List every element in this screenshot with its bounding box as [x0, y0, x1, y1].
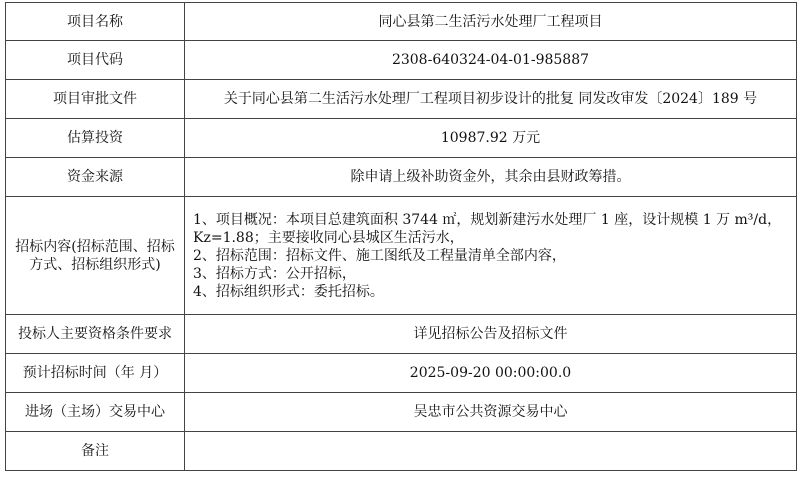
trading-center-label: 进场（主场）交易中心 [6, 393, 185, 432]
bidding-content-line: 2、招标范围：招标文件、施工图纸及工程量清单全部内容， [193, 247, 566, 264]
project-name-value: 同心县第二生活污水处理厂工程项目 [185, 3, 797, 41]
table-row [6, 41, 797, 80]
approval-doc-value: 关于同心县第二生活污水处理厂工程项目初步设计的批复 同发改审发〔2024〕189 号 [185, 80, 797, 119]
bidding-content-line: 1、项目概况：本项目总建筑面积 3744 ㎡，规划新建污水处理厂 1 座，设计规模 1 万 m³/d， [193, 211, 782, 228]
remarks-label: 备注 [6, 432, 185, 471]
investment-label: 估算投资 [6, 119, 185, 158]
trading-center-value: 吴忠市公共资源交易中心 [185, 393, 797, 432]
table-row [6, 197, 797, 315]
bidding-content-line: 4、招标组织形式：委托招标。 [193, 283, 384, 300]
table-row [6, 158, 797, 197]
bid-time-value: 2025-09-20 00:00:00.0 [185, 354, 797, 393]
bidding-content-value [185, 197, 797, 315]
bidding-content-label [6, 197, 185, 315]
bidding-content-label-line: 招标内容(招标范围、招标 [15, 238, 175, 255]
table-row [6, 119, 797, 158]
table-row [6, 3, 797, 41]
fund-source-value: 除申请上级补助资金外，其余由县财政筹措。 [185, 158, 797, 197]
project-name-label: 项目名称 [6, 3, 185, 41]
qualification-value: 详见招标公告及招标文件 [185, 315, 797, 354]
fund-source-label: 资金来源 [6, 158, 185, 197]
project-code-value: 2308-640324-04-01-985887 [185, 41, 797, 80]
investment-value: 10987.92 万元 [185, 119, 797, 158]
bidding-content-label-line: 方式、招标组织形式) [29, 256, 161, 273]
table-row [6, 80, 797, 119]
bid-time-label: 预计招标时间（年 月） [6, 354, 185, 393]
table-row [6, 315, 797, 354]
table-row [6, 354, 797, 393]
bidding-content-line: Kz=1.88；主要接收同心县城区生活污水， [193, 229, 464, 246]
project-info-table [5, 2, 797, 471]
project-code-label: 项目代码 [6, 41, 185, 80]
approval-doc-label: 项目审批文件 [6, 80, 185, 119]
bidding-content-line: 3、招标方式：公开招标， [193, 265, 356, 282]
remarks-value [185, 432, 797, 471]
table-row [6, 432, 797, 471]
table-row [6, 393, 797, 432]
qualification-label: 投标人主要资格条件要求 [6, 315, 185, 354]
